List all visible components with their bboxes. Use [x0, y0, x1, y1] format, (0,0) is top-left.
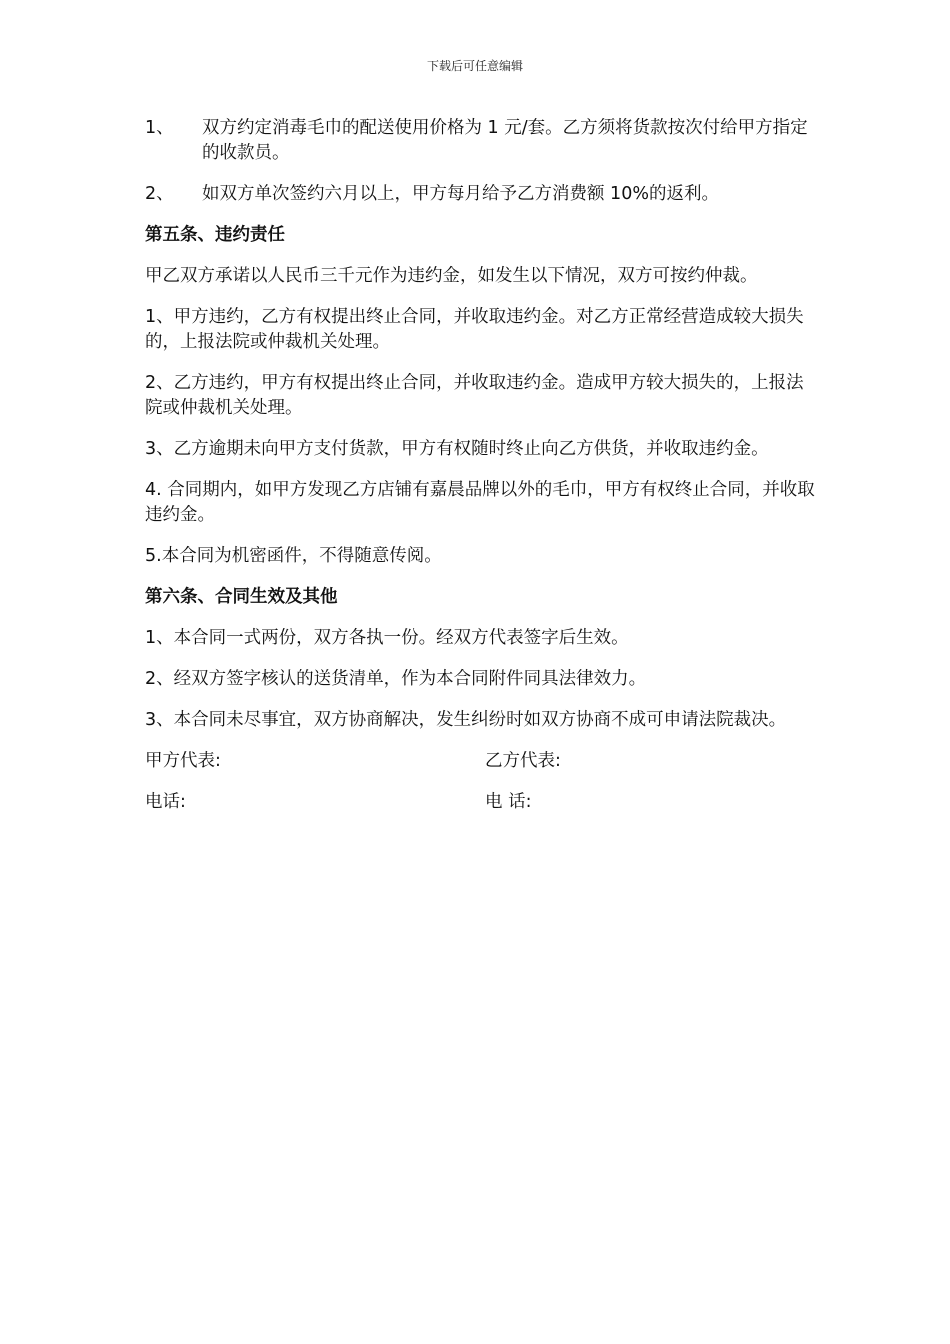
party-b-phone-label: 电 话:: [485, 792, 532, 812]
numbered-item: [145, 182, 815, 207]
party-a-rep-label: 甲方代表:: [145, 751, 221, 771]
clause-paragraph: 4. 合同期内，如甲方发现乙方店铺有嘉晨品牌以外的毛巾，甲方有权终止合同，并收取违约金。: [145, 480, 815, 525]
item-text: 如双方单次签约六月以上，甲方每月给予乙方消费额 10%的返利。: [202, 184, 719, 204]
clause-paragraph: 5.本合同为机密函件，不得随意传阅。: [145, 546, 442, 566]
document-body: [145, 116, 815, 831]
party-a-phone-label: 电话:: [145, 792, 186, 812]
clause-paragraph: 2、经双方签字核认的送货清单，作为本合同附件同具法律效力。: [145, 669, 647, 689]
party-b-rep-label: 乙方代表:: [485, 751, 561, 771]
clause-paragraph: 2、乙方违约，甲方有权提出终止合同，并收取违约金。造成甲方较大损失的，上报法院或仲裁机关处理。: [145, 373, 804, 418]
section5-title: 第五条、违约责任: [145, 225, 285, 245]
item-number: 2、: [145, 184, 174, 204]
item-number: 1、: [145, 118, 174, 138]
page-header: 下载后可任意编辑: [426, 59, 523, 73]
item-text: 双方约定消毒毛巾的配送使用价格为 1 元/套。乙方须将货款按次付给甲方指定的收款员。: [202, 118, 808, 163]
numbered-item: [145, 116, 815, 166]
clause-paragraph: 1、本合同一式两份，双方各执一份。经双方代表签字后生效。: [145, 628, 629, 648]
section6-title: 第六条、合同生效及其他: [145, 587, 338, 607]
phone-row: [145, 790, 815, 815]
signature-row: [145, 749, 815, 774]
section5-intro: 甲乙双方承诺以人民币三千元作为违约金，如发生以下情况，双方可按约仲裁。: [145, 266, 758, 286]
clause-paragraph: 3、乙方逾期未向甲方支付货款，甲方有权随时终止向乙方供货，并收取违约金。: [145, 439, 769, 459]
clause-paragraph: 3、本合同未尽事宜，双方协商解决，发生纠纷时如双方协商不成可申请法院裁决。: [145, 710, 787, 730]
clause-paragraph: 1、甲方违约，乙方有权提出终止合同，并收取违约金。对乙方正常经营造成较大损失的，上报法院或仲裁机关处理。: [145, 307, 804, 352]
